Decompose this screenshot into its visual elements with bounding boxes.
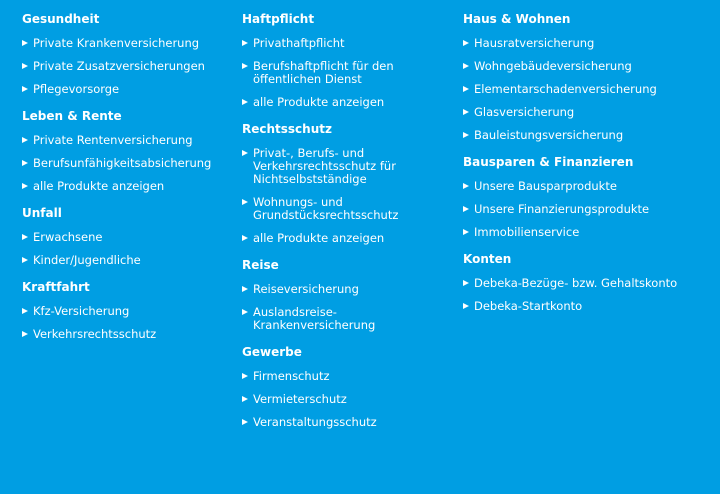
nav-link[interactable] <box>463 129 678 142</box>
link-list <box>463 37 678 142</box>
nav-link-label: Glasversicherung <box>474 105 575 119</box>
nav-section <box>463 155 678 239</box>
nav-section <box>463 12 678 142</box>
triangle-right-icon <box>242 309 248 315</box>
triangle-right-icon <box>463 280 469 286</box>
triangle-right-icon <box>242 99 248 105</box>
nav-link[interactable] <box>22 60 237 73</box>
nav-link-label: Debeka-Bezüge- bzw. Gehaltskonto <box>474 276 678 290</box>
section-heading: Konten <box>463 252 512 266</box>
nav-column <box>242 12 457 442</box>
section-heading: Kraftfahrt <box>22 280 90 294</box>
nav-link-label: alle Produkte anzeigen <box>33 179 165 193</box>
nav-link[interactable] <box>242 416 457 429</box>
nav-link[interactable] <box>242 370 457 383</box>
nav-link[interactable] <box>22 254 237 267</box>
nav-link-label: Erwachsene <box>33 230 103 244</box>
nav-link[interactable] <box>22 180 237 193</box>
nav-link-label: Privat-, Berufs- und Verkehrsrechtsschutz für Nichtselbstständige <box>253 146 396 186</box>
section-heading: Bausparen & Finanzieren <box>463 155 634 169</box>
nav-link-label: Wohngebäudeversicherung <box>474 59 632 73</box>
nav-link[interactable] <box>22 157 237 170</box>
triangle-right-icon <box>242 396 248 402</box>
link-list <box>242 283 457 332</box>
triangle-right-icon <box>463 109 469 115</box>
nav-link-label: Hausratversicherung <box>474 36 595 50</box>
nav-link[interactable] <box>463 203 678 216</box>
section-heading: Rechtsschutz <box>242 122 332 136</box>
nav-section <box>22 12 237 96</box>
nav-link-label: Private Krankenversicherung <box>33 36 200 50</box>
nav-link[interactable] <box>463 300 678 313</box>
nav-link[interactable] <box>242 306 457 332</box>
nav-link[interactable] <box>242 60 457 86</box>
nav-link[interactable] <box>463 180 678 193</box>
triangle-right-icon <box>22 40 28 46</box>
nav-link-label: Auslandsreise-Krankenversicherung <box>253 305 376 332</box>
nav-link-label: Firmenschutz <box>253 369 330 383</box>
triangle-right-icon <box>463 40 469 46</box>
section-heading: Haus & Wohnen <box>463 12 571 26</box>
link-list <box>242 37 457 109</box>
triangle-right-icon <box>242 373 248 379</box>
link-list <box>242 370 457 429</box>
triangle-right-icon <box>22 160 28 166</box>
nav-link[interactable] <box>22 328 237 341</box>
nav-link-label: Vermieterschutz <box>253 392 347 406</box>
nav-link[interactable] <box>22 305 237 318</box>
link-list <box>22 305 237 341</box>
nav-link-label: Verkehrsrechtsschutz <box>33 327 157 341</box>
triangle-right-icon <box>22 86 28 92</box>
nav-link[interactable] <box>463 83 678 96</box>
nav-link[interactable] <box>463 277 678 290</box>
triangle-right-icon <box>463 132 469 138</box>
nav-link-label: Privathaftpflicht <box>253 36 345 50</box>
nav-link-label: alle Produkte anzeigen <box>253 231 385 245</box>
nav-link[interactable] <box>22 83 237 96</box>
nav-link-label: Kfz-Versicherung <box>33 304 130 318</box>
nav-link[interactable] <box>463 226 678 239</box>
nav-link[interactable] <box>463 60 678 73</box>
link-list <box>22 37 237 96</box>
nav-link[interactable] <box>242 196 457 222</box>
nav-column <box>22 12 237 354</box>
triangle-right-icon <box>22 331 28 337</box>
triangle-right-icon <box>463 183 469 189</box>
triangle-right-icon <box>463 229 469 235</box>
nav-link-label: Debeka-Startkonto <box>474 299 583 313</box>
triangle-right-icon <box>22 257 28 263</box>
nav-section <box>22 280 237 341</box>
nav-link[interactable] <box>22 37 237 50</box>
nav-link-label: Private Zusatzversicherungen <box>33 59 205 73</box>
section-heading: Leben & Rente <box>22 109 122 123</box>
nav-link[interactable] <box>242 393 457 406</box>
nav-link-label: Kinder/Jugendliche <box>33 253 141 267</box>
nav-link[interactable] <box>242 147 457 186</box>
triangle-right-icon <box>22 137 28 143</box>
triangle-right-icon <box>22 63 28 69</box>
nav-section <box>242 12 457 109</box>
nav-link-label: Wohnungs- und Grundstücksrechtsschutz <box>253 195 399 222</box>
triangle-right-icon <box>242 419 248 425</box>
nav-link-label: Berufshaftpflicht für den öffentlichen Dienst <box>253 59 394 86</box>
nav-link-label: Bauleistungsversicherung <box>474 128 624 142</box>
triangle-right-icon <box>242 150 248 156</box>
nav-link[interactable] <box>22 231 237 244</box>
section-heading: Haftpflicht <box>242 12 315 26</box>
nav-link-label: Unsere Finanzierungsprodukte <box>474 202 650 216</box>
nav-link-label: Veranstaltungsschutz <box>253 415 377 429</box>
triangle-right-icon <box>22 183 28 189</box>
nav-link-label: Berufsunfähigkeitsabsicherung <box>33 156 212 170</box>
link-list <box>463 277 678 313</box>
link-list <box>22 134 237 193</box>
triangle-right-icon <box>242 40 248 46</box>
nav-link-label: alle Produkte anzeigen <box>253 95 385 109</box>
nav-section <box>242 345 457 429</box>
nav-section <box>242 122 457 245</box>
nav-section <box>242 258 457 332</box>
section-heading: Unfall <box>22 206 62 220</box>
triangle-right-icon <box>463 303 469 309</box>
nav-section <box>22 206 237 267</box>
nav-link-label: Reiseversicherung <box>253 282 359 296</box>
nav-link[interactable] <box>463 106 678 119</box>
nav-link-label: Elementarschadenversicherung <box>474 82 657 96</box>
nav-link[interactable] <box>242 96 457 109</box>
nav-column <box>463 12 678 326</box>
section-heading: Gewerbe <box>242 345 302 359</box>
nav-section <box>463 252 678 313</box>
triangle-right-icon <box>242 235 248 241</box>
link-list <box>22 231 237 267</box>
nav-section <box>22 109 237 193</box>
triangle-right-icon <box>242 199 248 205</box>
triangle-right-icon <box>242 63 248 69</box>
nav-link-label: Pflegevorsorge <box>33 82 120 96</box>
nav-link[interactable] <box>242 232 457 245</box>
nav-link[interactable] <box>463 37 678 50</box>
nav-link-label: Unsere Bausparprodukte <box>474 179 617 193</box>
triangle-right-icon <box>22 308 28 314</box>
nav-link[interactable] <box>242 283 457 296</box>
triangle-right-icon <box>463 206 469 212</box>
nav-link-label: Private Rentenversicherung <box>33 133 193 147</box>
triangle-right-icon <box>463 63 469 69</box>
nav-link-label: Immobilienservice <box>474 225 580 239</box>
triangle-right-icon <box>242 286 248 292</box>
link-list <box>242 147 457 245</box>
nav-link[interactable] <box>22 134 237 147</box>
link-list <box>463 180 678 239</box>
triangle-right-icon <box>22 234 28 240</box>
section-heading: Reise <box>242 258 279 272</box>
triangle-right-icon <box>463 86 469 92</box>
section-heading: Gesundheit <box>22 12 100 26</box>
nav-link[interactable] <box>242 37 457 50</box>
